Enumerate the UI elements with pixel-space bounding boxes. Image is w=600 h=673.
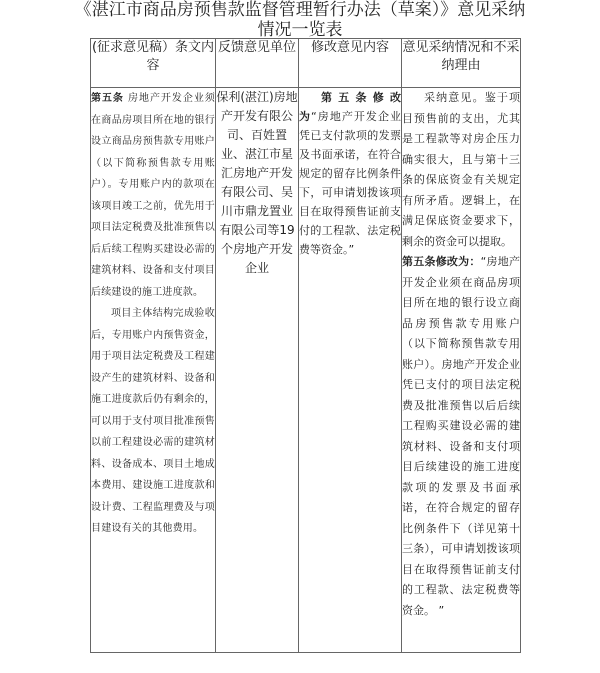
adoption-status-cell (402, 88, 521, 653)
reply-paragraph-2 (402, 252, 520, 621)
modification-content-cell (299, 88, 402, 653)
article-paragraph-2: 项目主体结构完成验收后，专用账户内预售资金，用于项目法定税费及工程建设产生的建筑材料、设备和施工进度款后仍有剩余的，可以用于支付项目批准预售以前工程建设必需的建筑材料、设备成本、项目土地成本费用、建设施工进度款和设计费、工程监理费及与项目建设有关的其他费用。 (91, 308, 215, 534)
feedback-unit-cell: 保利(湛江)房地产开发有限公司、百姓置业、湛江市星汇房地产开发有限公司、吴川市鼎龙置业有限公司等19个房地产开发企业 (216, 88, 299, 653)
header-feedback-unit: 反馈意见单位 (216, 39, 299, 88)
reply-label: 第五条修改为： (402, 255, 481, 268)
modification-paragraph (299, 88, 401, 259)
header-modification-content: 修改意见内容 (299, 39, 402, 88)
opinion-table (90, 38, 521, 653)
header-article-content: (征求意见稿）条文内容 (91, 39, 216, 88)
title-line-2: 情况一览表 (257, 20, 343, 40)
header-adoption-status: 意见采纳情况和不采纳理由 (402, 39, 521, 88)
document-title (0, 0, 600, 40)
article-paragraph-1 (91, 88, 215, 303)
article-label: 第五条 (91, 93, 124, 104)
table-header-row (91, 39, 521, 88)
table-row (91, 88, 521, 653)
title-line-1: 《湛江市商品房预售款监督管理暂行办法（草案）》意见采纳 (74, 0, 526, 20)
article-text-1: 房地产开发企业须在商品房项目所在地的银行设立商品房预售款专用账户（以下简称预售款专用账户）。专用账户内的款项在该项目竣工之前，优先用于项目法定税费及批准预售以后后续工程购买建设必需的建筑材料、设备和支付项目后续建设的施工进度款。 (91, 93, 215, 298)
reply-text: “房地产开发企业须在商品房项目所在地的银行设立商品房预售款专用账户（以下简称预售款专用账户）。房地产开发企业凭已支付的项目法定税费及批准预售以后后续工程购买建设必需的建筑材料、设备和支付项目后续建设的施工进度款项的发票及书面承诺，在符合规定的留存比例条件下（详见第十三条），可申请划拨该项目在取得预售证前支付的工程款、法定税费等资金。 ” (402, 255, 520, 617)
article-content-cell (91, 88, 216, 653)
modification-text: “房地产开发企业凭已支付款项的发票及书面承诺，在符合规定的留存比例条件下，可申请划拨该项目在取得预售证前支付的工程款、法定税费等资金。” (299, 110, 402, 256)
reply-paragraph-1: 采纳意见。鉴于项目预售前的支出，尤其是工程款等对房企压力确实很大，且与第十三条的保底资金有关规定有所矛盾。逻辑上，在满足保底资金要求下，剩余的资金可以提取。 (402, 91, 520, 248)
modification-label: 第五条修改为 (299, 91, 401, 123)
